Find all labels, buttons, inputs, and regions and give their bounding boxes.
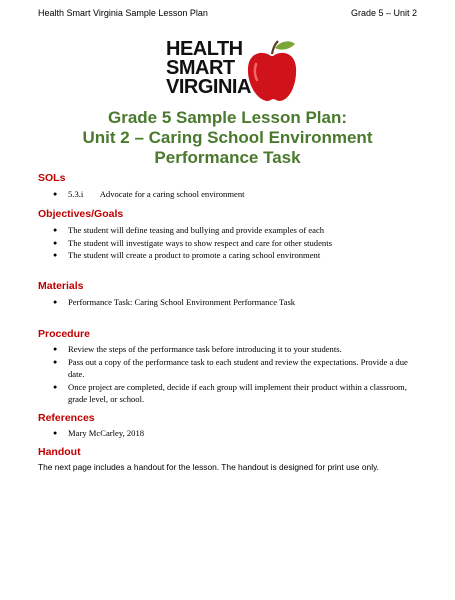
bullet-icon: ●	[53, 429, 58, 437]
sols-section	[38, 172, 425, 201]
materials-heading: Materials	[38, 280, 84, 292]
health-smart-virginia-logo	[0, 38, 455, 106]
procedure-section	[38, 328, 425, 406]
handout-heading: Handout	[38, 446, 81, 458]
objectives-heading: Objectives/Goals	[38, 208, 124, 220]
logo-line-1: HEALTH	[166, 38, 243, 60]
objective-text: The student will define teasing and bullying and provide examples of each	[68, 225, 325, 235]
references-heading: References	[38, 412, 95, 424]
procedure-heading: Procedure	[38, 328, 90, 340]
bullet-icon: ●	[53, 382, 58, 391]
header-right-text: Grade 5 – Unit 2	[350, 8, 417, 18]
procedure-text: Review the steps of the performance task before introducing it to your students.	[68, 344, 342, 354]
procedure-item	[38, 356, 425, 381]
bullet-icon: ●	[53, 298, 58, 306]
references-section	[38, 412, 425, 440]
sol-code: 5.3.i	[68, 189, 84, 199]
bullet-icon: ●	[53, 345, 58, 353]
title-line-1: Grade 5 Sample Lesson Plan:	[107, 108, 348, 127]
handout-section	[38, 446, 425, 473]
header-left-text: Health Smart Virginia Sample Lesson Plan	[38, 8, 208, 18]
objectives-section	[38, 208, 425, 262]
procedure-text: Once project are completed, decide if each group will implement their product within a classroom, grade level, or school.	[68, 381, 407, 404]
page-header	[38, 8, 417, 18]
sol-item	[38, 188, 425, 201]
lesson-title	[0, 108, 455, 168]
procedure-item	[38, 381, 425, 406]
objective-item	[38, 237, 425, 250]
title-line-2: Unit 2 – Caring School Environment	[82, 128, 373, 147]
logo-wordmark	[166, 40, 251, 97]
material-item	[38, 296, 425, 309]
bullet-icon: ●	[53, 226, 58, 234]
objective-item	[38, 224, 425, 237]
reference-text: Mary McCarley, 2018	[68, 428, 145, 438]
apple-icon	[245, 38, 297, 104]
procedure-item	[38, 343, 425, 356]
material-text: Performance Task: Caring School Environment Performance Task	[68, 297, 296, 307]
materials-section	[38, 280, 425, 309]
procedure-text: Pass out a copy of the performance task to each student and review the expectations. Provide a due date.	[68, 356, 408, 379]
bullet-icon: ●	[53, 251, 58, 259]
logo-line-2: SMART	[166, 57, 235, 79]
objective-text: The student will create a product to promote a caring school environment	[68, 250, 321, 260]
objective-item	[38, 249, 425, 262]
sols-heading: SOLs	[38, 172, 66, 184]
reference-item	[38, 427, 425, 440]
bullet-icon: ●	[53, 357, 58, 366]
objective-text: The student will investigate ways to show respect and care for other students	[68, 237, 332, 248]
title-line-3: Performance Task	[154, 148, 301, 167]
handout-text: The next page includes a handout for the lesson. The handout is designed for print use only.	[38, 462, 379, 472]
logo-line-3: VIRGINIA	[166, 76, 251, 98]
bullet-icon: ●	[53, 190, 58, 198]
bullet-icon: ●	[53, 238, 58, 247]
sol-text: Advocate for a caring school environment	[99, 189, 245, 199]
